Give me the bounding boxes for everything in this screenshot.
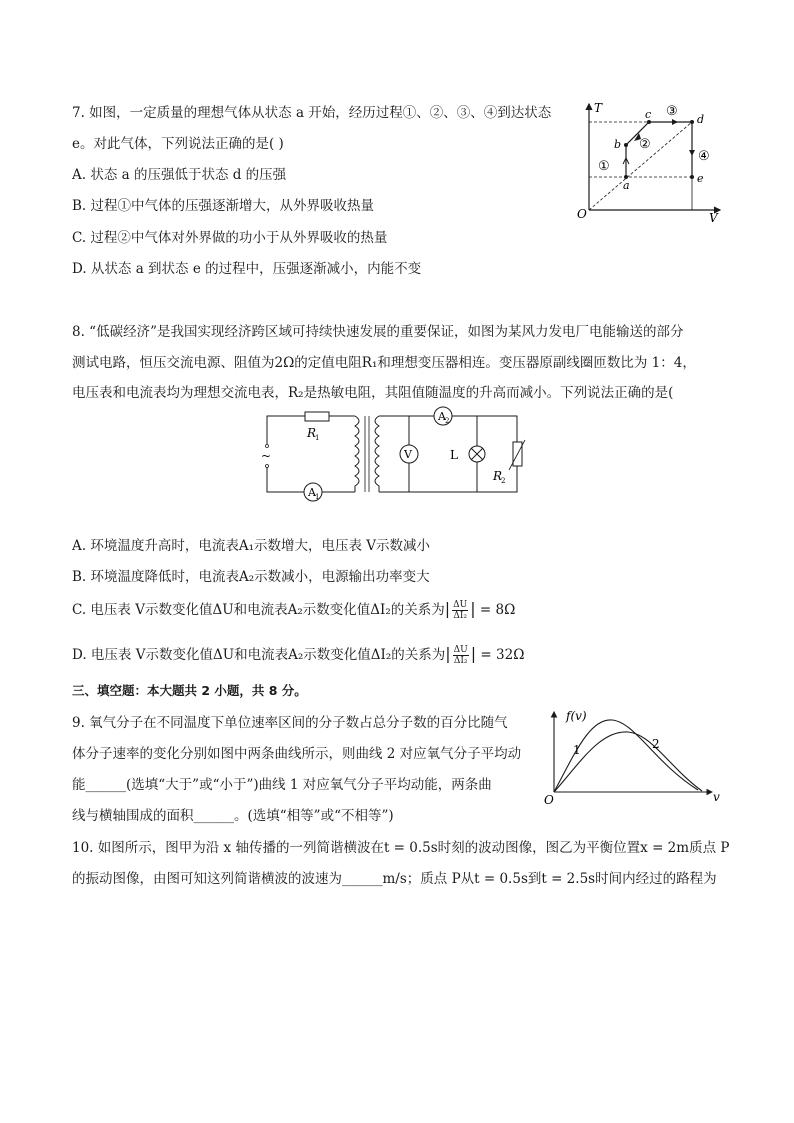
q8-stem-line3: 电压表和电流表均为理想交流电表，R₂是热敏电阻，其阻值随温度的升高而减小。下列说法正确的是( [72, 385, 674, 401]
q7-option-b: B. 过程①中气体的压强逐渐增大，从外界吸收热量 [72, 198, 375, 214]
q9-line1: 9. 氧气分子在不同温度下单位速率区间的分子数占总分子数的百分比随气 [72, 715, 508, 731]
q10-line1: 10. 如图所示，图甲为沿 x 轴传播的一列简谐横波在t = 0.5s时刻的波动图像，图乙为平衡位置x = 2m质点 P [72, 840, 730, 856]
q8-option-d-fraction: $\frac{\Delta U}{\text{ΔI₂}}$ [453, 645, 468, 666]
q8-ac-source: ~ [261, 449, 272, 463]
q7-point-e: e [697, 172, 704, 185]
q9-line4: 线与横轴围成的面积______。(选填“相等”或“不相等”) [72, 808, 394, 824]
q7-point-a: a [623, 179, 630, 192]
q7-process-3: ③ [666, 104, 678, 119]
svg-text:1: 1 [315, 434, 320, 442]
q8-option-c: C. 电压表 V示数变化值ΔU和电流表A₂示数变化值ΔI₂的关系为| $\frac{\Delta U}{\text{ΔI₂}}$ | = 8Ω [72, 599, 516, 621]
q7-axis-t: T [594, 101, 603, 115]
svg-text:2: 2 [445, 417, 450, 425]
q8-voltmeter-label: V [404, 448, 412, 461]
q8-r2-label: R [493, 469, 503, 483]
q8-stem-line1: 8. “低碳经济”是我国实现经济跨区域可持续快速发展的重要保证，如图为某风力发电厂电能输送的部分 [72, 324, 684, 340]
q9-axis-v: v [713, 790, 720, 804]
q7-stem-line2: e。对此气体，下列说法正确的是( ) [72, 136, 284, 152]
q9-distribution-graph [540, 708, 726, 810]
q8-option-a: A. 环境温度升高时，电流表A₁示数增大，电压表 V示数减小 [72, 538, 431, 554]
q8-option-d: D. 电压表 V示数变化值ΔU和电流表A₂示数变化值ΔI₂的关系为| $\frac{\Delta U}{\text{ΔI₂}}$ | = 32Ω [72, 644, 525, 666]
q10-line2: 的振动图像，由图可知这列简谐横波的波速为______m/s；质点 P从t = 0.5s到t = 2.5s时间内经过的路程为 [72, 871, 717, 887]
q8-option-b: B. 环境温度降低时，电流表A₂示数减小，电源输出功率变大 [72, 569, 430, 585]
q8-lamp-label: L [450, 448, 458, 462]
q7-point-c: c [645, 108, 652, 121]
q7-process-4: ④ [698, 149, 710, 164]
q7-point-d: d [697, 113, 705, 126]
q8-stem-line2: 测试电路，恒压交流电源、阻值为2Ω的定值电阻R₁和理想变压器相连。变压器原副线圈匝数比为 1：4， [72, 355, 696, 371]
q7-option-d: D. 从状态 a 到状态 e 的过程中，压强逐渐减小，内能不变 [72, 261, 422, 277]
q9-axis-fv: f(v) [566, 709, 587, 723]
svg-text:2: 2 [501, 477, 506, 485]
svg-text:1: 1 [315, 493, 320, 501]
q8-circuit-diagram [255, 404, 535, 504]
q7-process-1: ① [598, 159, 610, 174]
q7-tv-graph [572, 98, 732, 228]
q9-curve-1-label: 1 [573, 743, 581, 757]
q8-r1-label: R [307, 426, 317, 440]
q7-point-b: b [614, 138, 622, 151]
section-3-title: 三、填空题：本大题共 2 小题，共 8 分。 [72, 683, 307, 698]
q9-line3: 能______(选填“大于”或“小于”)曲线 1 对应氧气分子平均动能，两条曲 [72, 777, 492, 793]
q7-axis-v: V [709, 211, 718, 225]
q8-ammeter-a1-label: A [308, 486, 316, 499]
q7-origin: O [577, 207, 587, 221]
q7-option-a: A. 状态 a 的压强低于状态 d 的压强 [72, 167, 287, 183]
q9-curve-2-label: 2 [652, 737, 660, 751]
q9-line2: 体分子速率的变化分别如图中两条曲线所示，则曲线 2 对应氧气分子平均动 [72, 746, 522, 762]
q8-ammeter-a2-label: A [438, 410, 446, 423]
q8-option-c-fraction: $\frac{\Delta U}{\text{ΔI₂}}$ [453, 600, 468, 621]
q7-stem-line1: 7. 如图，一定质量的理想气体从状态 a 开始，经历过程①、②、③、④到达状态 [72, 105, 552, 121]
q7-process-2: ② [639, 137, 651, 152]
q9-origin: O [544, 793, 554, 807]
q7-option-c: C. 过程②中气体对外界做的功小于从外界吸收的热量 [72, 230, 388, 246]
